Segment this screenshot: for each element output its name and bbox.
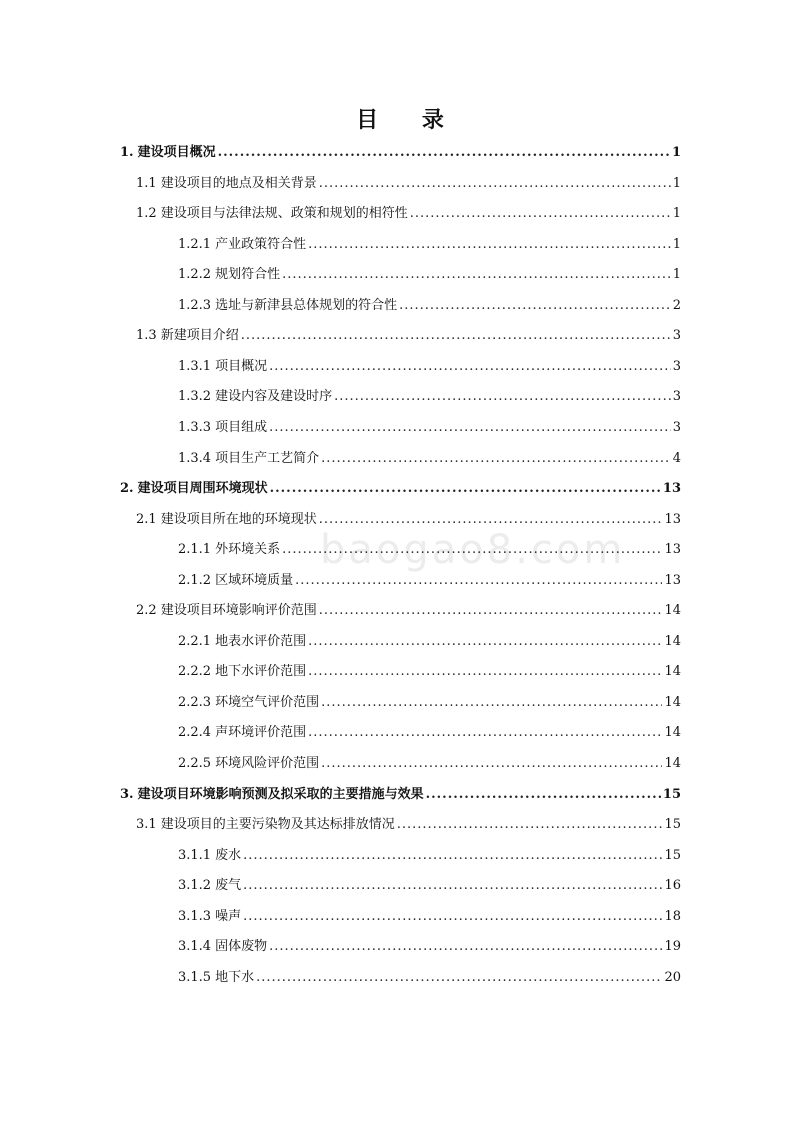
toc-leader-dots bbox=[426, 787, 661, 802]
toc-page-number: 2 bbox=[672, 297, 681, 313]
toc-entry-number: 2.2.4 bbox=[178, 725, 212, 741]
toc-page-number: 14 bbox=[664, 756, 681, 771]
toc-entry-number: 3.1 bbox=[136, 817, 157, 833]
toc-entry-number: 2.2 bbox=[136, 603, 157, 619]
toc-entry-number: 2.2.5 bbox=[178, 756, 212, 771]
toc-entry-text: 噪声 bbox=[215, 908, 242, 924]
toc-leader-dots bbox=[410, 206, 671, 221]
toc-entry-number: 1.2 bbox=[136, 206, 157, 222]
toc-entry-number: 3.1.2 bbox=[178, 878, 212, 894]
toc-entry-text: 建设项目的地点及相关背景 bbox=[160, 175, 317, 191]
toc-page-number: 13 bbox=[664, 511, 681, 527]
toc-leader-dots bbox=[308, 237, 671, 252]
toc-page-number: 15 bbox=[664, 817, 681, 833]
toc-leader-dots bbox=[308, 664, 662, 679]
toc-leader-dots bbox=[321, 756, 662, 771]
toc-entry-number: 2.1 bbox=[136, 511, 157, 527]
toc-entry[interactable] bbox=[178, 691, 681, 711]
toc-leader-dots bbox=[282, 542, 662, 557]
toc-entry-number: 1. bbox=[120, 145, 134, 160]
toc-page-number: 1 bbox=[672, 236, 681, 252]
toc-entry-number: 2. bbox=[120, 481, 134, 497]
toc-page-number: 15 bbox=[664, 847, 681, 863]
toc-entry[interactable] bbox=[178, 294, 681, 314]
toc-entry-text: 建设项目与法律法规、政策和规划的相符性 bbox=[160, 206, 408, 222]
toc-page-number: 20 bbox=[664, 969, 681, 985]
toc-leader-dots bbox=[218, 145, 670, 160]
toc-page-number: 3 bbox=[672, 358, 681, 374]
toc-page-number: 13 bbox=[664, 572, 681, 588]
toc-leader-dots bbox=[282, 267, 671, 282]
toc-entry-text: 固体废物 bbox=[215, 939, 268, 955]
toc-entry-text: 建设项目概况 bbox=[137, 145, 216, 160]
toc-entry-number: 1.3.4 bbox=[178, 450, 212, 466]
toc-entry[interactable] bbox=[136, 324, 681, 344]
toc-entry-text: 环境风险评价范围 bbox=[215, 756, 320, 771]
toc-entry-number: 2.2.3 bbox=[178, 694, 212, 710]
toc-leader-dots bbox=[319, 603, 663, 618]
toc-entry-number: 3.1.5 bbox=[178, 969, 212, 985]
toc-page-number: 1 bbox=[672, 267, 681, 283]
toc-entry-number: 1.1 bbox=[136, 175, 157, 191]
toc-page-number: 3 bbox=[672, 419, 681, 435]
toc-page-number: 3 bbox=[672, 389, 681, 405]
toc-page-number: 1 bbox=[672, 206, 681, 222]
toc-page-number: 13 bbox=[662, 481, 681, 497]
toc-page-number: 1 bbox=[672, 175, 681, 191]
toc-entry-text: 建设项目周围环境现状 bbox=[137, 481, 268, 497]
toc-entry-text: 地下水评价范围 bbox=[215, 664, 307, 680]
toc-entry[interactable] bbox=[136, 599, 681, 619]
toc-leader-dots bbox=[321, 695, 662, 710]
toc-leader-dots bbox=[243, 878, 662, 893]
toc-entry[interactable] bbox=[136, 172, 681, 192]
toc-entry-number: 3.1.1 bbox=[178, 847, 212, 863]
toc-entry-text: 项目组成 bbox=[215, 419, 268, 435]
toc-title: 目 录 bbox=[356, 107, 462, 133]
toc-entry[interactable] bbox=[178, 263, 681, 283]
toc-entry[interactable] bbox=[178, 630, 681, 650]
toc-entry[interactable] bbox=[136, 508, 681, 528]
toc-leader-dots bbox=[308, 725, 662, 740]
toc-entry-number: 1.2.1 bbox=[178, 236, 212, 252]
toc-entry-text: 项目生产工艺简介 bbox=[215, 450, 320, 466]
toc-entry-number: 1.3.3 bbox=[178, 419, 212, 435]
toc-leader-dots bbox=[243, 909, 662, 924]
toc-entry-text: 废水 bbox=[215, 847, 242, 863]
toc-entry-number: 2.1.2 bbox=[178, 572, 212, 588]
toc-entry[interactable] bbox=[178, 721, 681, 741]
toc-leader-dots bbox=[269, 939, 662, 954]
toc-entry[interactable] bbox=[178, 538, 681, 558]
toc-entry[interactable] bbox=[120, 783, 681, 803]
toc-leader-dots bbox=[319, 512, 663, 527]
watermark-text: baogao8.com bbox=[320, 527, 626, 573]
toc-entry[interactable] bbox=[120, 477, 681, 497]
toc-entry-text: 地下水 bbox=[215, 969, 255, 985]
toc-entry-text: 项目概况 bbox=[215, 358, 268, 374]
toc-entry-number: 3.1.3 bbox=[178, 908, 212, 924]
toc-entry-text: 外环境关系 bbox=[215, 542, 281, 558]
toc-entry[interactable] bbox=[178, 844, 681, 864]
toc-page-number: 14 bbox=[664, 664, 681, 680]
toc-page-number: 14 bbox=[664, 725, 681, 741]
toc-entry[interactable] bbox=[178, 569, 681, 589]
toc-entry-text: 规划符合性 bbox=[215, 267, 281, 283]
toc-page-number: 14 bbox=[664, 633, 681, 649]
toc-entry-text: 建设项目环境影响评价范围 bbox=[160, 603, 317, 619]
toc-leader-dots bbox=[321, 451, 671, 466]
toc-entry-text: 地表水评价范围 bbox=[215, 633, 307, 649]
toc-leader-dots bbox=[243, 848, 662, 863]
toc-entry-text: 区域环境质量 bbox=[215, 572, 294, 588]
toc-entry-text: 产业政策符合性 bbox=[215, 236, 307, 252]
toc-page-number: 14 bbox=[664, 603, 681, 619]
toc-leader-dots bbox=[269, 359, 671, 374]
toc-entry[interactable] bbox=[178, 447, 681, 467]
toc-page-number: 19 bbox=[664, 939, 681, 955]
toc-page-number: 14 bbox=[664, 694, 681, 710]
toc-entry-number: 1.2.3 bbox=[178, 297, 212, 313]
toc-entry-text: 废气 bbox=[215, 878, 242, 894]
toc-page-number: 15 bbox=[662, 786, 681, 802]
toc-leader-dots bbox=[270, 481, 661, 496]
toc-entry-number: 1.3.2 bbox=[178, 389, 212, 405]
toc-leader-dots bbox=[241, 328, 671, 343]
toc-entry[interactable] bbox=[136, 813, 681, 833]
toc-page-number: 4 bbox=[672, 450, 681, 466]
toc-entry[interactable] bbox=[178, 416, 681, 436]
toc-entry-number: 2.2.1 bbox=[178, 633, 212, 649]
toc-leader-dots bbox=[269, 420, 671, 435]
toc-entry-text: 声环境评价范围 bbox=[215, 725, 307, 741]
toc-entry[interactable] bbox=[178, 752, 681, 772]
toc-entry-number: 1.2.2 bbox=[178, 267, 212, 283]
toc-entry-number: 3.1.4 bbox=[178, 939, 212, 955]
toc-leader-dots bbox=[319, 176, 671, 191]
toc-entry-text: 建设内容及建设时序 bbox=[215, 389, 333, 405]
toc-entry[interactable] bbox=[178, 233, 681, 253]
toc-entry-number: 2.1.1 bbox=[178, 542, 212, 558]
toc-leader-dots bbox=[334, 389, 671, 404]
toc-entry-text: 建设项目环境影响预测及拟采取的主要措施与效果 bbox=[137, 786, 424, 802]
toc-entry-text: 新建项目介绍 bbox=[160, 328, 239, 344]
toc-entry-number: 3. bbox=[120, 786, 134, 802]
toc-leader-dots bbox=[256, 970, 662, 985]
toc-page-number: 18 bbox=[664, 908, 681, 924]
toc-entry[interactable] bbox=[178, 966, 681, 986]
toc-entry[interactable] bbox=[178, 385, 681, 405]
toc-entry-text: 建设项目的主要污染物及其达标排放情况 bbox=[160, 817, 395, 833]
toc-entry[interactable] bbox=[178, 874, 681, 894]
toc-entry[interactable] bbox=[178, 935, 681, 955]
toc-leader-dots bbox=[399, 298, 671, 313]
toc-entry[interactable] bbox=[136, 202, 681, 222]
toc-entry-text: 建设项目所在地的环境现状 bbox=[160, 511, 317, 527]
toc-page-number: 3 bbox=[672, 328, 681, 344]
toc-page-number: 16 bbox=[664, 878, 681, 894]
toc-entry-number: 2.2.2 bbox=[178, 664, 212, 680]
toc-entry-text: 选址与新津县总体规划的符合性 bbox=[215, 297, 398, 313]
toc-entry-text: 环境空气评价范围 bbox=[215, 694, 320, 710]
toc-leader-dots bbox=[308, 634, 662, 649]
toc-entry-number: 1.3 bbox=[136, 328, 157, 344]
toc-entry[interactable] bbox=[178, 355, 681, 375]
toc-page-number: 13 bbox=[664, 542, 681, 558]
toc-page-number: 1 bbox=[671, 145, 681, 160]
toc-entry[interactable] bbox=[178, 905, 681, 925]
toc-leader-dots bbox=[295, 573, 662, 588]
toc-entry-number: 1.3.1 bbox=[178, 358, 212, 374]
toc-leader-dots bbox=[397, 817, 663, 832]
toc-entry[interactable] bbox=[178, 660, 681, 680]
toc-entry[interactable] bbox=[120, 141, 681, 161]
